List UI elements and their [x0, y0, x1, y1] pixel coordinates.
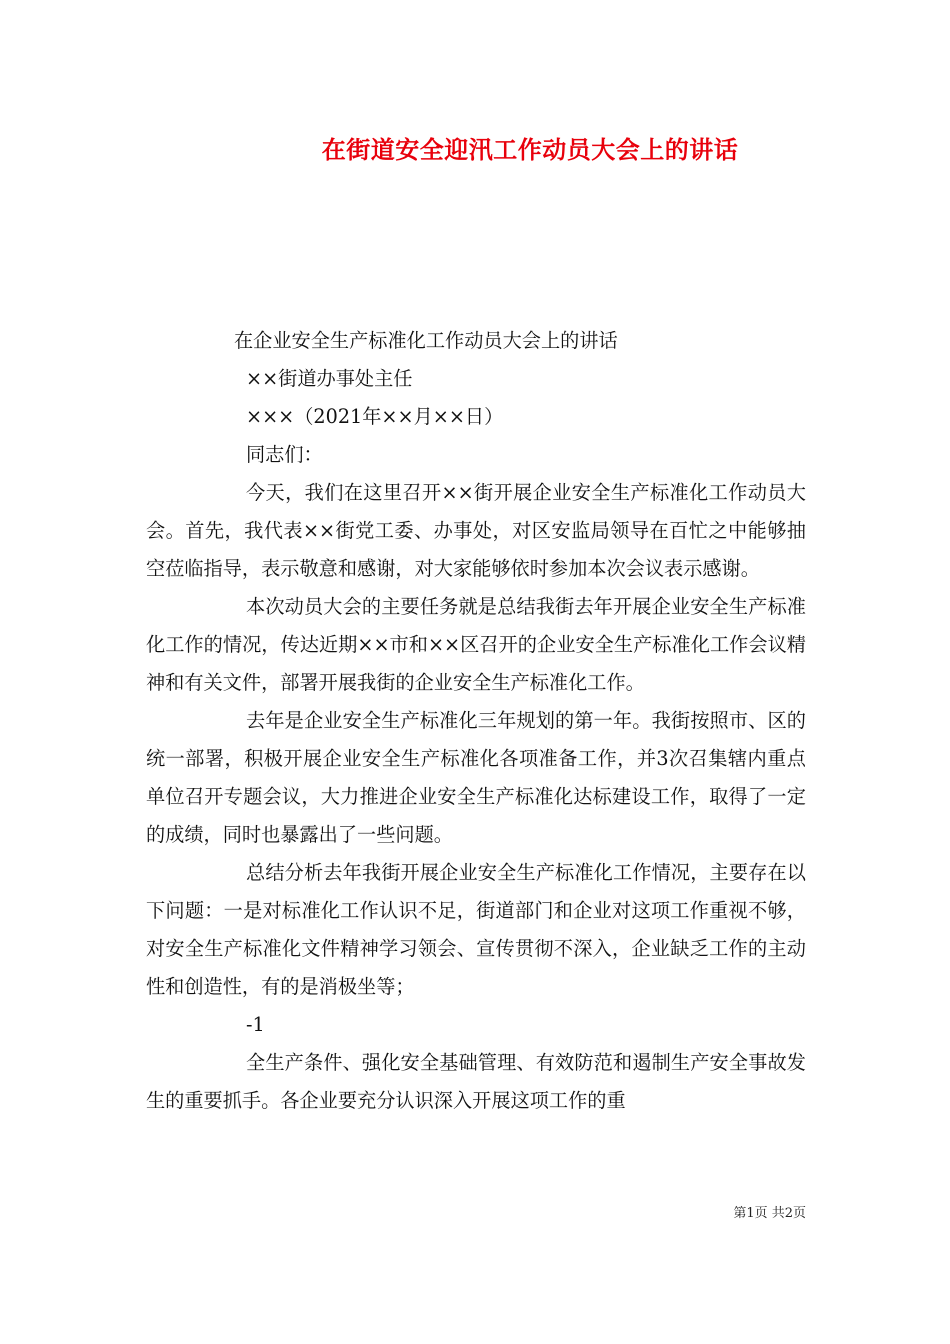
page-number-footer: 第1页 共2页 [733, 1206, 806, 1221]
page-marker: -1 [246, 1013, 265, 1036]
document-body [146, 322, 806, 1120]
paragraph-2: 本次动员大会的主要任务就是总结我街去年开展企业安全生产标准化工作的情况，传达近期××市和××区召开的企业安全生产标准化工作会议精神和有关文件，部署开展我街的企业安全生产标准化工作。 [146, 595, 806, 694]
speaker-line: ××街道办事处主任 [246, 367, 413, 390]
date-line: ×××（2021年××月××日） [246, 405, 504, 428]
paragraph-4: 总结分析去年我街开展企业安全生产标准化工作情况，主要存在以下问题：一是对标准化工作认识不足，街道部门和企业对这项工作重视不够，对安全生产标准化文件精神学习领会、宣传贯彻不深入，企业缺乏工作的主动性和创造性，有的是消极坐等； [146, 861, 806, 998]
continuation-paragraph: 全生产条件、强化安全基础管理、有效防范和遏制生产安全事故发生的重要抓手。各企业要充分认识深入开展这项工作的重 [146, 1051, 806, 1112]
paragraph-1: 今天，我们在这里召开××街开展企业安全生产标准化工作动员大会。首先，我代表××街党工委、办事处，对区安监局领导在百忙之中能够抽空莅临指导，表示敬意和感谢，对大家能够依时参加本次会议表示感谢。 [146, 481, 806, 580]
paragraph-3: 去年是企业安全生产标准化三年规划的第一年。我街按照市、区的统一部署，积极开展企业安全生产标准化各项准备工作，并3次召集辖内重点单位召开专题会议，大力推进企业安全生产标准化达标建设工作，取得了一定的成绩，同时也暴露出了一些问题。 [146, 709, 806, 846]
document-title: 在街道安全迎汛工作动员大会上的讲话 [321, 135, 739, 164]
speech-subtitle: 在企业安全生产标准化工作动员大会上的讲话 [234, 329, 618, 352]
salutation: 同志们： [246, 443, 323, 466]
